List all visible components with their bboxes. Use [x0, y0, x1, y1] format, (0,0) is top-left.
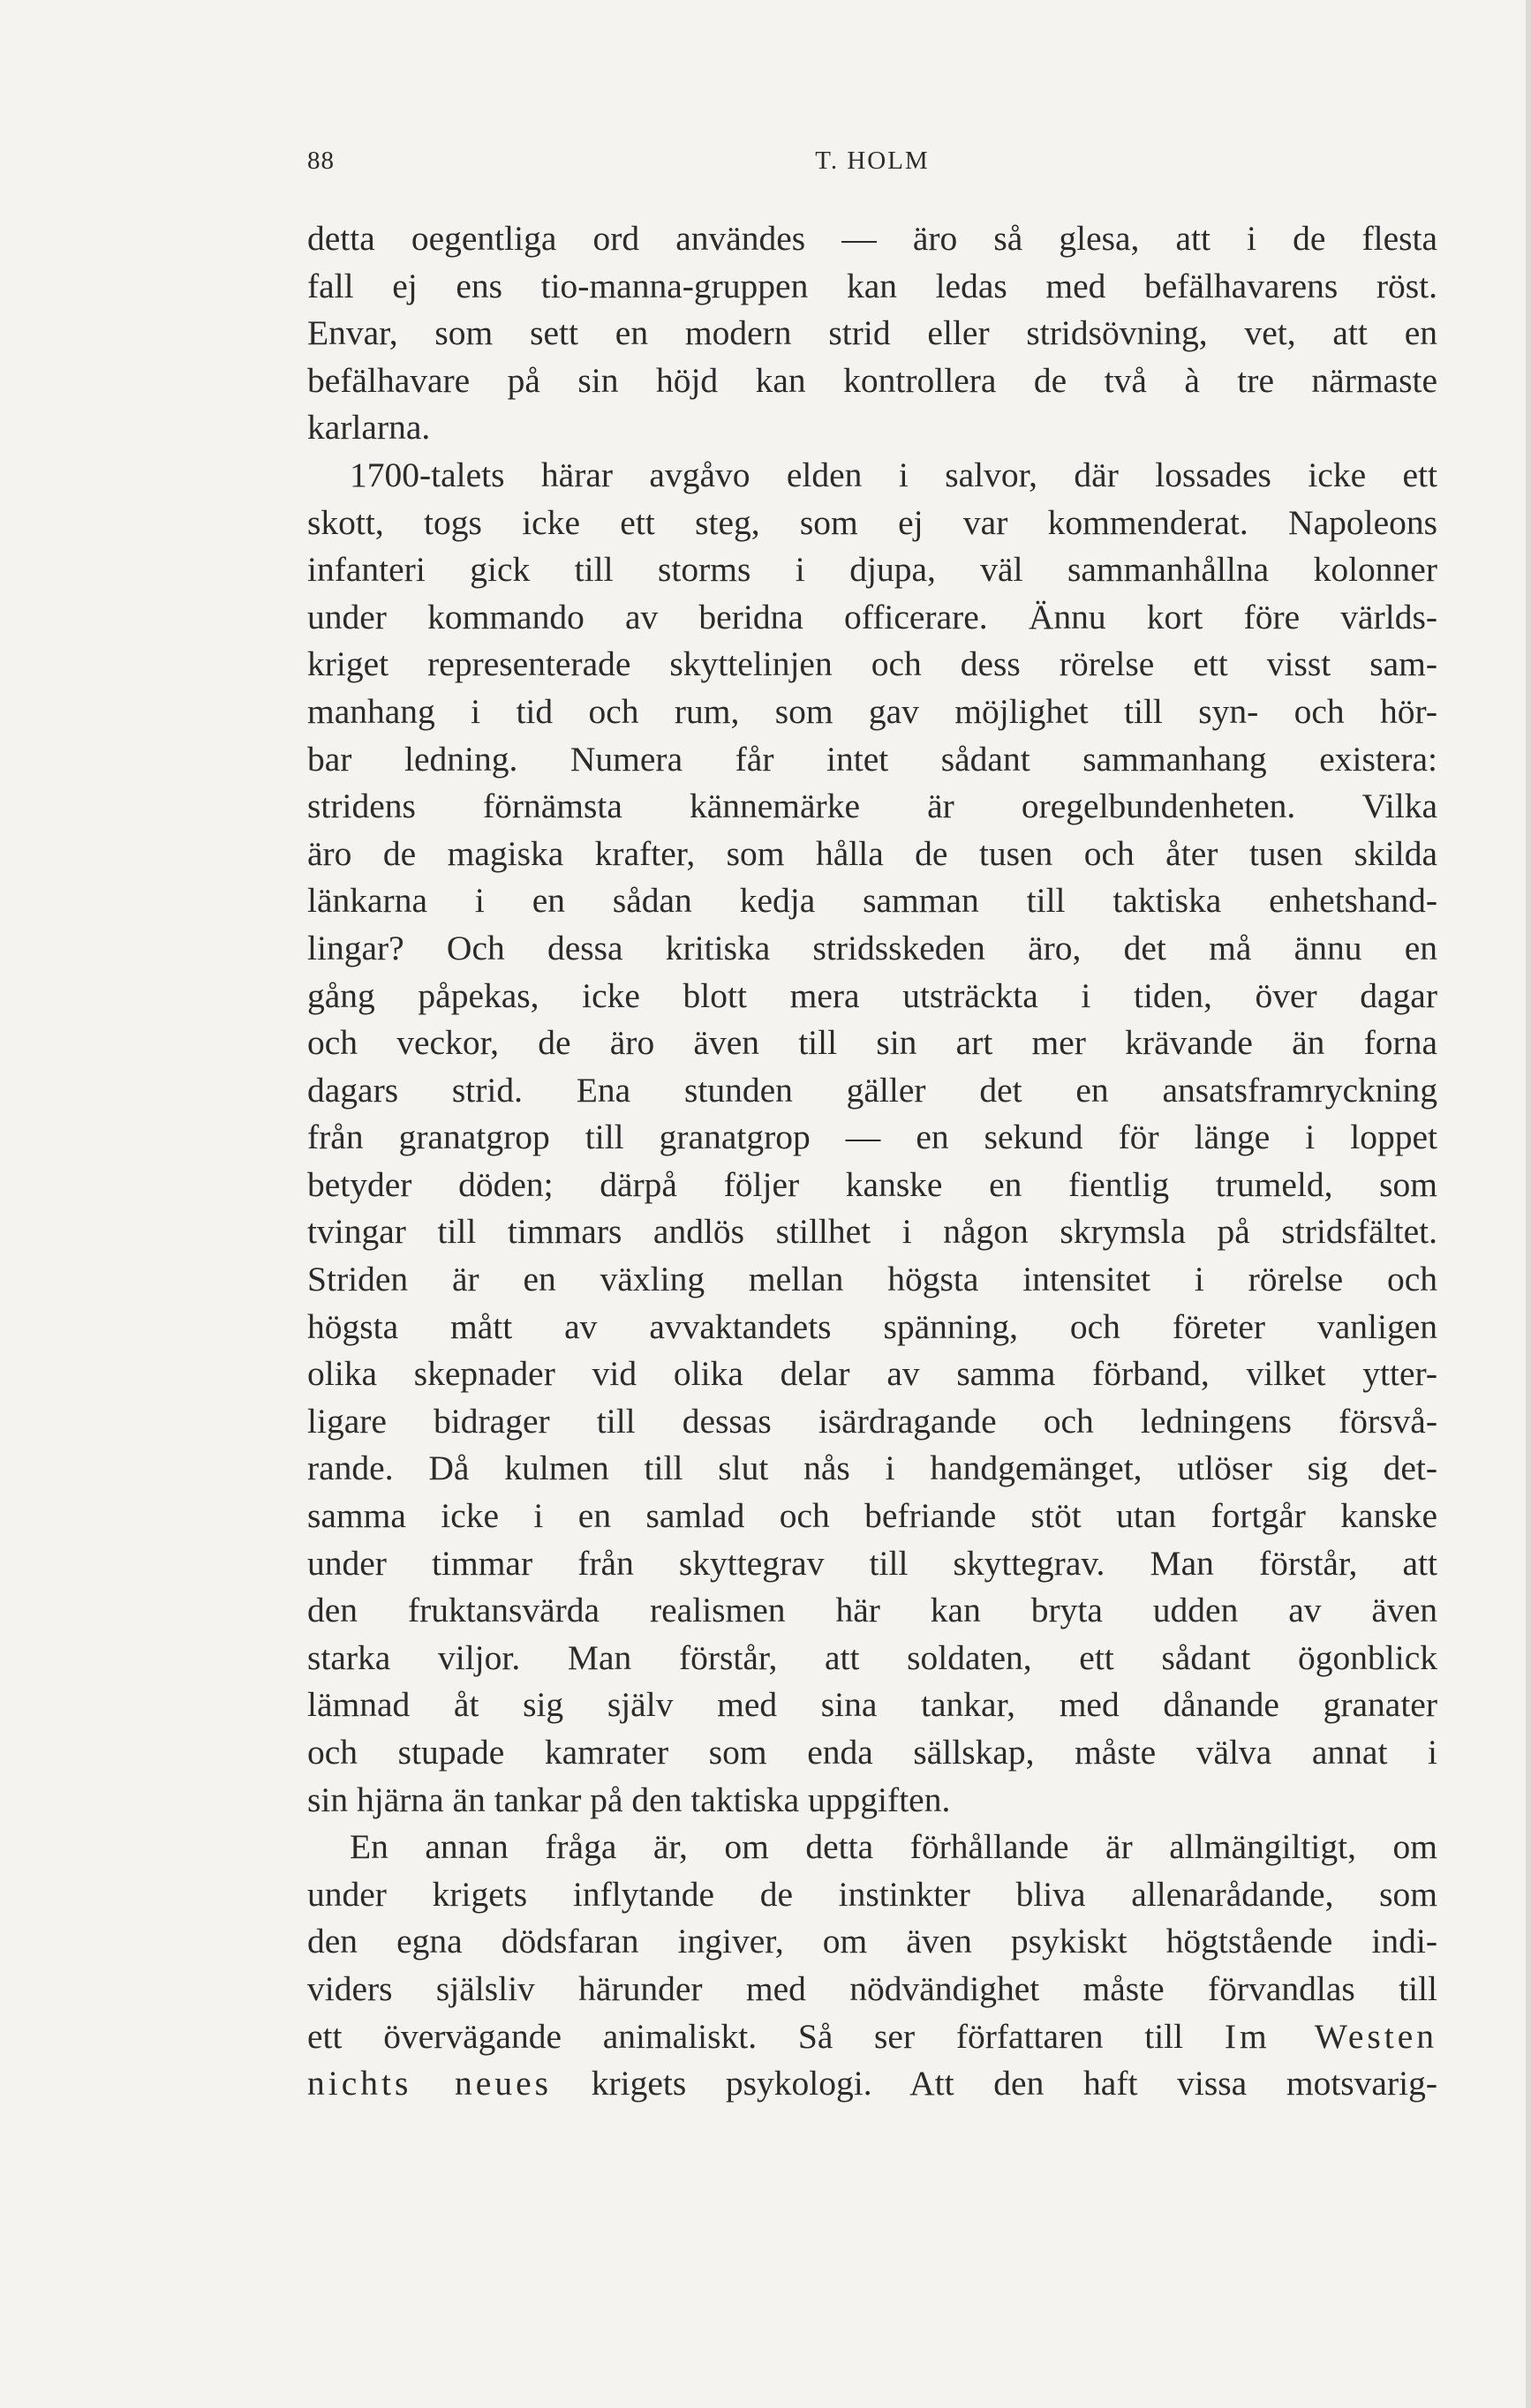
text-line: den fruktansvärda realismen här kan bryta udden av även	[307, 1591, 1437, 1630]
book-title: Im Westen	[1224, 2016, 1438, 2056]
text-line	[307, 2060, 1437, 2108]
text-line: lämnad åt sig själv med sina tankar, med dånande granater	[307, 1685, 1437, 1725]
text-line: under timmar från skyttegrav till skyttegrav. Man förstår, att	[307, 1543, 1437, 1583]
text-line: Striden är en växling mellan högsta intensitet i rörelse och	[307, 1260, 1437, 1299]
text-line: starka viljor. Man förstår, att soldaten, ett sådant ögonblick	[307, 1637, 1437, 1677]
text-fragment: ett övervägande animaliskt. Så ser författaren till	[307, 2016, 1184, 2056]
body-text	[307, 215, 1437, 2108]
text-line: bar ledning. Numera får intet sådant sammanhang existera:	[307, 739, 1437, 779]
text-line: viders själsliv härunder med nödvändighet måste förvandlas till	[307, 1968, 1437, 2008]
text-line: olika skepnader vid olika delar av samma förband, vilket ytter-	[307, 1354, 1437, 1394]
text-line: äro de magiska krafter, som hålla de tusen och åter tusen skilda	[307, 833, 1437, 873]
page-number: 88	[307, 147, 335, 175]
text-line: under kommando av beridna officerare. Ännu kort före världs-	[307, 597, 1437, 636]
text-line: 1700-talets härar avgåvo elden i salvor, där lossades icke ett	[350, 455, 1437, 494]
text-line: ligare bidrager till dessas isärdragande och ledningens försvå-	[307, 1401, 1437, 1441]
text-line: tvingar till timmars andlös stillhet i någon skrymsla på stridsfältet.	[307, 1212, 1437, 1252]
book-title-continued: nichts neues	[307, 2064, 552, 2103]
page-header	[307, 147, 1437, 182]
text-fragment: krigets psykologi. Att den haft vissa motsvarig-	[591, 2064, 1437, 2103]
text-line: samma icke i en samlad och befriande stöt utan fortgår kanske	[307, 1496, 1437, 1536]
text-line: fall ej ens tio-manna-gruppen kan ledas med befälhavarens röst.	[307, 266, 1437, 305]
text-line: rande. Då kulmen till slut nås i handgemänget, utlöser sig det-	[307, 1449, 1437, 1488]
text-line: betyder döden; därpå följer kanske en fientlig trumeld, som	[307, 1164, 1437, 1204]
text-line: sin hjärna än tankar på den taktiska uppgiften.	[307, 1780, 951, 1819]
text-line: befälhavare på sin höjd kan kontrollera de två à tre närmaste	[307, 360, 1437, 400]
text-line: den egna dödsfaran ingiver, om även psykiskt högtstående indi-	[307, 1922, 1437, 1961]
text-line: Envar, som sett en modern strid eller stridsövning, vet, att en	[307, 313, 1437, 353]
text-line: kriget representerade skyttelinjen och dess rörelse ett visst sam-	[307, 644, 1437, 684]
text-line: och stupade kamrater som enda sällskap, måste välva annat i	[307, 1733, 1437, 1772]
text-line: karlarna.	[307, 408, 431, 448]
text-line: detta oegentliga ord användes — äro så glesa, att i de flesta	[307, 219, 1437, 258]
running-title: T. HOLM	[815, 147, 930, 175]
text-line: dagars strid. Ena stunden gäller det en ansatsframryckning	[307, 1070, 1437, 1110]
text-line: gång påpekas, icke blott mera utsträckta i tiden, över dagar	[307, 975, 1437, 1015]
text-line: högsta mått av avvaktandets spänning, och företer vanligen	[307, 1306, 1437, 1346]
text-line: skott, togs icke ett steg, som ej var kommenderat. Napoleons	[307, 502, 1437, 542]
text-line: länkarna i en sådan kedja samman till taktiska enhetshand-	[307, 881, 1437, 921]
text-line: och veckor, de äro även till sin art mer krävande än forna	[307, 1023, 1437, 1063]
text-line: stridens förnämsta kännemärke är oregelbundenheten. Vilka	[307, 786, 1437, 826]
page-edge	[1526, 0, 1531, 2408]
text-line: manhang i tid och rum, som gav möjlighet till syn- och hör-	[307, 691, 1437, 731]
text-line: lingar? Och dessa kritiska stridsskeden äro, det må ännu en	[307, 928, 1437, 967]
text-line: infanteri gick till storms i djupa, väl sammanhållna kolonner	[307, 550, 1437, 590]
text-line: från granatgrop till granatgrop — en sekund för länge i loppet	[307, 1117, 1437, 1157]
text-line	[307, 2013, 1437, 2061]
text-line: En annan fråga är, om detta förhållande är allmängiltigt, om	[350, 1827, 1437, 1867]
text-line: under krigets inflytande de instinkter bliva allenarådande, som	[307, 1874, 1437, 1914]
